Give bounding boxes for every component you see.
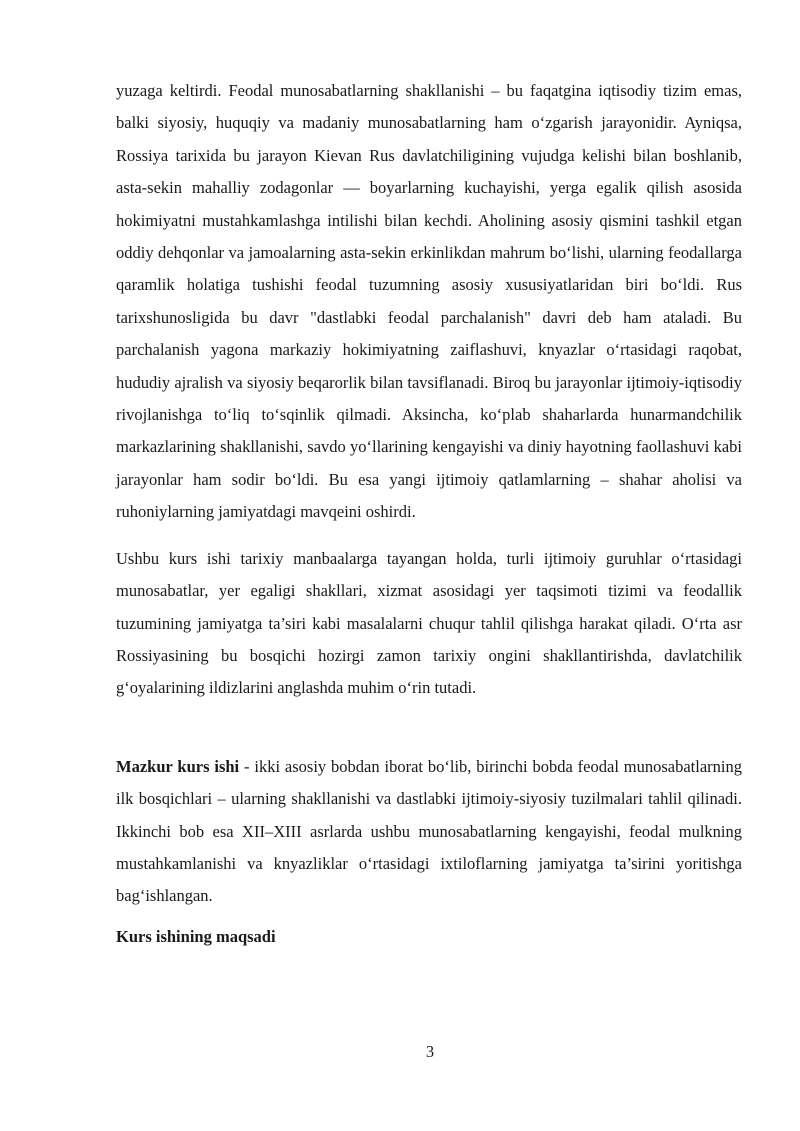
body-paragraph-3 [116, 751, 742, 913]
document-page [116, 75, 742, 953]
paragraph-rest: - ikki asosiy bobdan iborat bo‘lib, birinchi bobda feodal munosabatlarning ilk bosqichlari – ularning shakllanishi va dastlabki ijtimoiy-siyosiy tuzilmalari tahlil qilinadi. Ikkinchi bob esa XII–XIII asrlarda ushbu munosabatlarning kengayishi, feodal mulkning mustahkamlanishi va knyazliklar o‘rtasidagi ixtiloflarning jamiyatga ta’sirini yoritishga bag‘ishlangan. [116, 756, 742, 906]
page-number: 3 [425, 1042, 435, 1061]
body-paragraph-1: yuzaga keltirdi. Feodal munosabatlarning shakllanishi – bu faqatgina iqtisodiy tizim emas, balki siyosiy, huquqiy va madaniy munosabatlarning ham o‘zgarish jarayonidir. Ayniqsa, Rossiya tarixida bu jarayon Kievan Rus davlatchiligining vujudga kelishi bilan boshlanib, asta-sekin mahalliy zodagonlar — boyarlarning kuchayishi, yerga egalik qilish asosida hokimiyatni mustahkamlashga intilishi bilan kechdi. Aholining asosiy qismini tashkil etgan oddiy dehqonlar va jamoalarning asta-sekin erkinlikdan mahrum bo‘lishi, ularning feodallarga qaramlik holatiga tushishi feodal tuzumning asosiy xususiyatlaridan biri bo‘ldi. Rus tarixshunosligida bu davr "dastlabki feodal parchalanish" davri deb ham ataladi. Bu parchalanish yagona markaziy hokimiyatning zaiflashuvi, knyazlar o‘rtasidagi raqobat, hududiy ajralish va siyosiy beqarorlik bilan tavsiflanadi. Biroq bu jarayonlar ijtimoiy-iqtisodiy rivojlanishga to‘liq to‘sqinlik qilmadi. Aksincha, ko‘plab shaharlarda hunarmandchilik markazlarining shakllanishi, savdo yo‘llarining kengayishi va diniy hayotning faollashuvi kabi jarayonlar ham sodir bo‘ldi. Bu esa yangi ijtimoiy qatlamlarning – shahar aholisi va ruhoniylarning jamiyatdagi mavqeini oshirdi. [116, 81, 742, 522]
section-heading: Kurs ishining maqsadi [116, 926, 276, 946]
paragraph-lead-bold: Mazkur kurs ishi [116, 756, 240, 776]
body-paragraph-2: Ushbu kurs ishi tarixiy manbaalarga tayangan holda, turli ijtimoiy guruhlar o‘rtasidagi munosabatlar, yer egaligi shakllari, xizmat asosidagi yer taqsimoti tizimi va feodallik tuzumining jamiyatga ta’siri kabi masalalarni chuqur tahlil qilishga harakat qiladi. O‘rta asr Rossiyasining bu bosqichi hozirgi zamon tarixiy ongini shakllantirishda, davlatchilik g‘oyalarining ildizlarini anglashda muhim o‘rin tutadi. [116, 548, 742, 698]
